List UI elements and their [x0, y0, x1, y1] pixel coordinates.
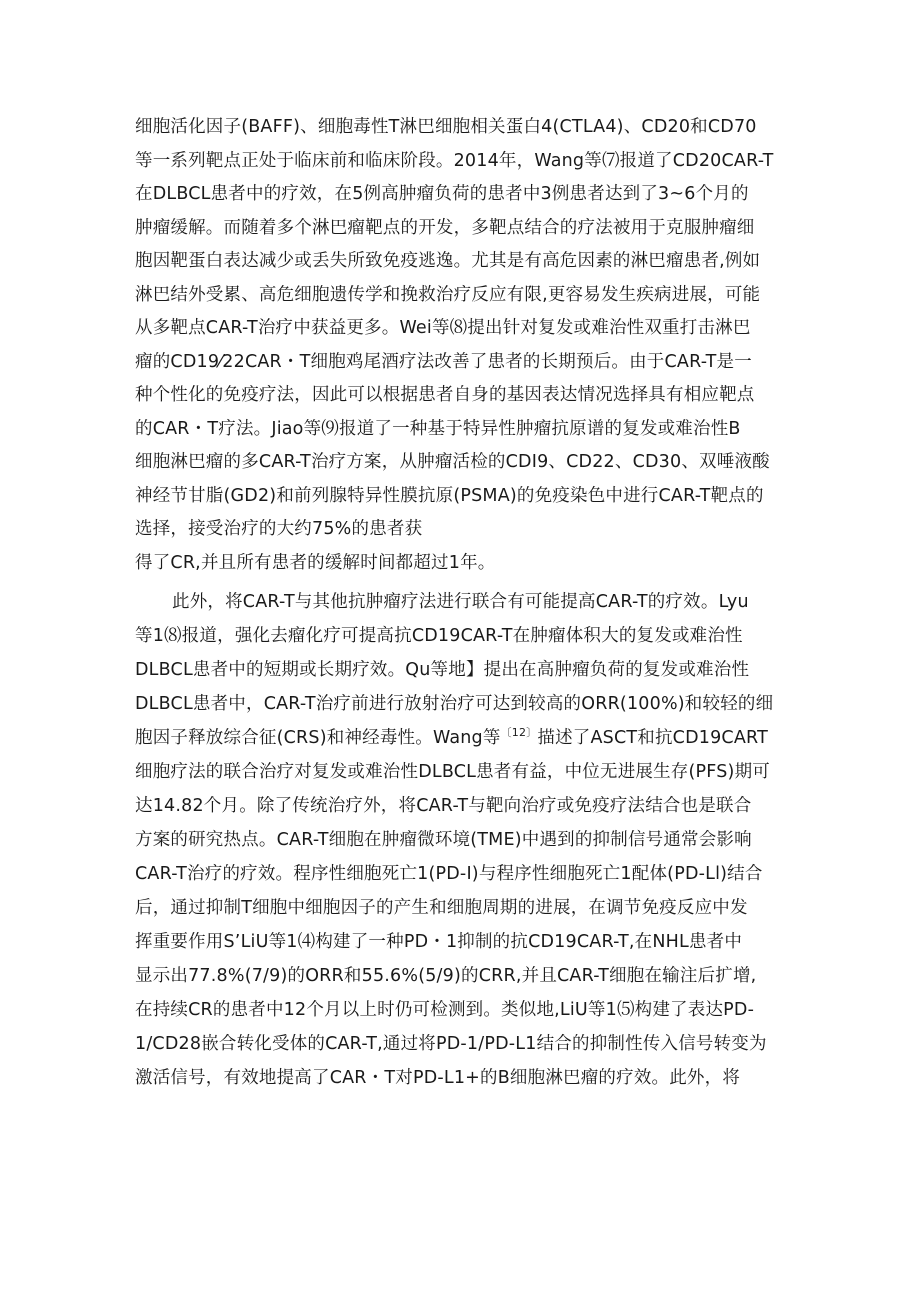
text-line: 细胞活化因子(BAFF)、细胞毒性T淋巴细胞相关蛋白4(CTLA4)、CD20和CD70	[135, 117, 757, 137]
text-line: 细胞淋巴瘤的多CAR-T治疗方案，从肿瘤活检的CDI9、CD22、CD30、双唾液酸	[135, 452, 770, 472]
text-line: 在DLBCL患者中的疗效，在5例高肿瘤负荷的患者中3例患者达到了3~6个月的	[135, 184, 749, 204]
text-line: 激活信号，有效地提高了CAR・T对PD-L1+的B细胞淋巴瘤的疗效。此外，将	[135, 1068, 741, 1088]
text-line: 显示出77.8%(7/9)的ORR和55.6%(5/9)的CRR,并且CAR-T细胞在输注后扩增,	[135, 966, 757, 986]
text-line: 等1⑻报道，强化去瘤化疗可提高抗CD19CAR-T在肿瘤体积大的复发或难治性	[135, 626, 743, 646]
citation-superscript: 〔12〕	[500, 726, 538, 739]
text-line: 得了CR,并且所有患者的缓解时间都超过1年。	[135, 553, 496, 573]
text-run: 描述了ASCT和抗CD19CART	[537, 728, 768, 748]
text-line: 神经节甘脂(GD2)和前列腺特异性膜抗原(PSMA)的免疫染色中进行CAR-T靶点的	[135, 486, 764, 506]
text-line: 从多靶点CAR-T治疗中获益更多。Wei等⑻提出针对复发或难治性双重打击淋巴	[135, 318, 751, 338]
text-line: 后，通过抑制T细胞中细胞因子的产生和细胞周期的进展，在调节免疫反应中发	[135, 898, 748, 918]
text-line: 选择，接受治疗的大约75%的患者获	[135, 519, 423, 539]
text-line: DLBCL患者中，CAR-T治疗前进行放射治疗可达到较高的ORR(100%)和较轻的细	[135, 694, 774, 714]
text-line: 种个性化的免疫疗法，因此可以根据患者自身的基因表达情况选择具有相应靶点	[135, 385, 755, 405]
text-line: 等一系列靶点正处于临床前和临床阶段。2014年，Wang等⑺报道了CD20CAR-T	[135, 151, 774, 171]
text-line: 的CAR・T疗法。Jiao等⑼报道了一种基于特异性肿瘤抗原谱的复发或难治性B	[135, 419, 741, 439]
text-line: 1/CD28嵌合转化受体的CAR-T,通过将PD-1/PD-L1结合的抑制性传入信号转变为	[135, 1034, 767, 1054]
text-line: DLBCL患者中的短期或长期疗效。Qu等地】提出在高肿瘤负荷的复发或难治性	[135, 660, 750, 680]
text-line: 胞因靶蛋白表达减少或丢失所致免疫逃逸。尤其是有高危因素的淋巴瘤患者,例如	[135, 251, 761, 271]
text-line: 肿瘤缓解。而随着多个淋巴瘤靶点的开发，多靶点结合的疗法被用于克服肿瘤细	[135, 218, 755, 238]
text-run: 胞因子释放综合征(CRS)和神经毒性。Wang等	[135, 728, 501, 748]
text-line: 方案的研究热点。CAR-T细胞在肿瘤微环境(TME)中遇到的抑制信号通常会影响	[135, 830, 752, 850]
text-line	[135, 723, 795, 753]
text-line: 在持续CR的患者中12个月以上时仍可检测到。类似地,LiU等1⑸构建了表达PD-	[135, 1000, 755, 1020]
text-line: 达14.82个月。除了传统治疗外，将CAR-T与靶向治疗或免疫疗法结合也是联合	[135, 796, 752, 816]
text-line: 挥重要作用S’LiU等1⑷构建了一种PD・1抑制的抗CD19CAR-T,在NHL患者中	[135, 932, 743, 952]
text-line: CAR-T治疗的疗效。程序性细胞死亡1(PD-I)与程序性细胞死亡1配体(PD-Ll)结合	[135, 864, 763, 884]
text-line: 细胞疗法的联合治疗对复发或难治性DLBCL患者有益，中位无进展生存(PFS)期可	[135, 762, 770, 782]
text-line: 淋巴结外受累、高危细胞遗传学和挽救治疗反应有限,更容易发生疾病进展，可能	[135, 285, 761, 305]
text-line: 瘤的CD19⁄22CAR・T细胞鸡尾酒疗法改善了患者的长期预后。由于CAR-T是一	[135, 352, 752, 372]
paragraph-first-line: 此外，将CAR-T与其他抗肿瘤疗法进行联合有可能提高CAR-T的疗效。Lyu	[172, 592, 749, 612]
